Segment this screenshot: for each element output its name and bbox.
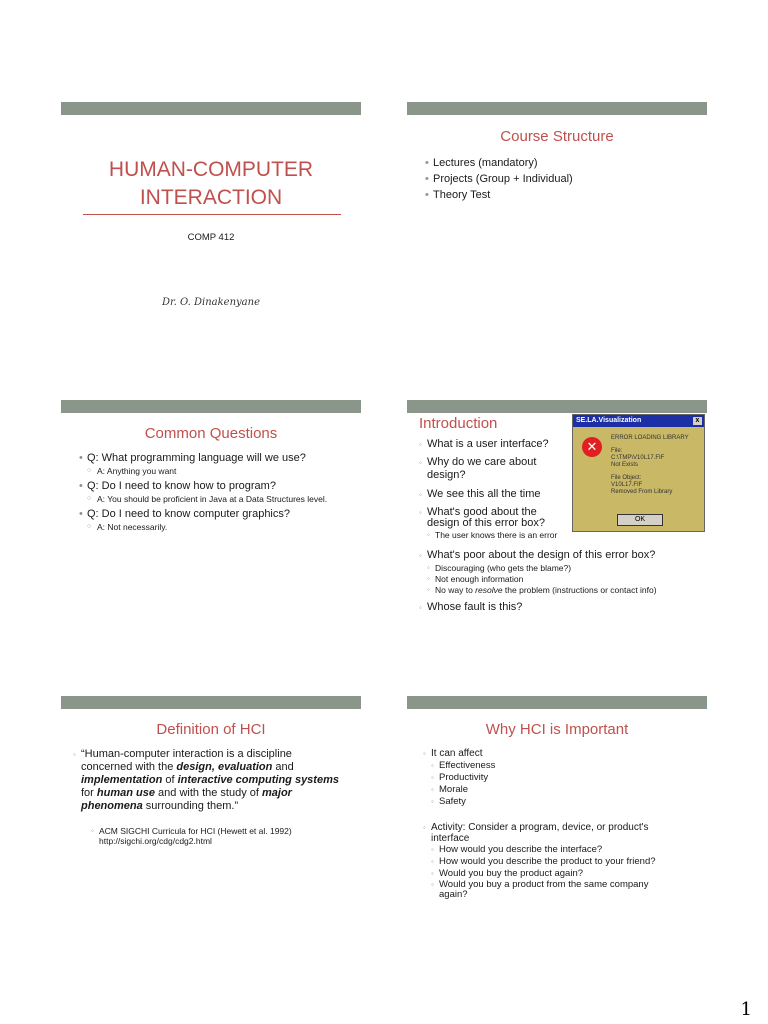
text-fragment: and with the study of	[154, 787, 262, 799]
bullet-item: ◦ Activity: Consider a program, device, or product's interface	[423, 822, 673, 844]
slide-title	[61, 102, 361, 362]
bullet-item: ◦ We see this all the time	[419, 488, 571, 501]
slide-header-bar	[407, 696, 707, 709]
bullet-item: • Theory Test	[425, 189, 695, 202]
sub-bullet-item: ◦ How would you describe the product to your friend?	[423, 856, 693, 868]
bullet-item: ◦ Why do we care about design?	[419, 456, 571, 482]
sub-bullet-item: ◦ Discouraging (who gets the blame?)	[419, 563, 707, 573]
bullet-item: ◦ What is a user interface?	[419, 438, 571, 451]
close-icon: x	[693, 417, 702, 425]
sub-bullet-item: ◦ Safety	[423, 796, 693, 808]
text-fragment: “Human-computer interaction is a discipline concerned with the	[81, 748, 292, 773]
question-list	[79, 452, 349, 533]
slide-header-bar	[61, 696, 361, 709]
bullet-item: • Lectures (mandatory)	[425, 157, 695, 170]
slide-why-hci	[407, 696, 707, 956]
emphasis-text: interactive computing systems	[177, 774, 339, 786]
sub-bullet-item: ◦ Not enough information	[419, 574, 707, 584]
bullet-item: ◦ It can affect	[423, 748, 693, 760]
question-item: • Q: Do I need to know computer graphics?	[79, 508, 349, 521]
citation-text: ACM SIGCHI Curricula for HCI (Hewett et al. 1992)	[99, 826, 292, 836]
dialog-line: File:	[611, 448, 623, 454]
bullet-list	[425, 157, 695, 205]
slide-header-bar	[61, 400, 361, 413]
intro-list-top	[419, 438, 571, 541]
question-item: • Q: Do I need to know how to program?	[79, 480, 349, 493]
dialog-line: File Object:	[611, 475, 642, 481]
emphasis-text: design, evaluation	[176, 761, 273, 773]
slide-common-questions	[61, 400, 361, 660]
emphasis-text: resolve	[475, 585, 503, 595]
text-fragment: surrounding them.”	[142, 800, 239, 812]
dialog-line: ERROR LOADING LIBRARY	[611, 435, 689, 441]
emphasis-text: major phenomena	[81, 787, 292, 812]
dialog-message	[611, 435, 689, 496]
sub-bullet-item: ◦ The user knows there is an error	[419, 530, 571, 540]
dialog-titlebar	[573, 415, 704, 427]
text-fragment: the problem (instructions or contact info)	[502, 585, 657, 595]
text-fragment: No way to	[435, 585, 476, 595]
dialog-line: C:\TMP\V10L17.FIF	[611, 455, 665, 461]
title-line-2: INTERACTION	[139, 186, 283, 209]
page-number: 1	[740, 999, 752, 1020]
bullet-item: ◦ What's poor about the design of this error box?	[419, 549, 707, 562]
slide-title: Course Structure	[500, 128, 614, 145]
ok-button: OK	[617, 514, 663, 526]
sub-bullet-item: ◦ Productivity	[423, 772, 693, 784]
sub-bullet-item	[419, 585, 707, 595]
bullet-marker: ◦	[91, 826, 94, 835]
answer-item: ○ A: You should be proficient in Java at a Data Structures level.	[79, 494, 349, 504]
bullet-item: ◦ What's good about the design of this error box?	[419, 507, 571, 529]
slide-title: Common Questions	[144, 425, 278, 442]
slide-header-bar	[407, 102, 707, 115]
slide-title: Why HCI is Important	[485, 721, 629, 738]
error-icon: ✕	[582, 437, 602, 457]
emphasis-text: implementation	[81, 774, 163, 786]
slide-course-structure	[407, 102, 707, 362]
text-fragment: and	[272, 761, 294, 773]
text-fragment: for	[81, 787, 97, 799]
question-item: • Q: What programming language will we use?	[79, 452, 349, 465]
slide-definition	[61, 696, 361, 956]
bullet-item: ◦ Whose fault is this?	[419, 601, 707, 614]
title-divider	[83, 214, 341, 215]
lecture-title	[61, 156, 361, 212]
intro-list-bottom	[419, 549, 707, 617]
slide-introduction	[407, 400, 707, 660]
title-line-1: HUMAN-COMPUTER	[108, 158, 314, 181]
answer-item: ○ A: Anything you want	[79, 466, 349, 476]
sub-bullet-item: ◦ Would you buy the product again?	[423, 868, 693, 880]
course-code: COMP 412	[187, 232, 235, 243]
bullet-item: • Projects (Group + Individual)	[425, 173, 695, 186]
importance-list	[423, 748, 693, 900]
dialog-title: SE.LA.Visualization	[576, 417, 642, 424]
slide-title: Definition of HCI	[156, 721, 266, 738]
emphasis-text: human use	[96, 787, 155, 799]
dialog-line: V10L17.FIF	[611, 482, 643, 488]
hci-definition-quote	[73, 748, 343, 813]
answer-item: ○ A: Not necessarily.	[79, 522, 349, 532]
citation-url: http://sigchi.org/cdg/cdg2.html	[99, 836, 212, 846]
sub-bullet-item: ◦ How would you describe the interface?	[423, 844, 693, 856]
sub-bullet-item: ◦ Would you buy a product from the same company again?	[423, 880, 663, 900]
sub-bullet-item: ◦ Effectiveness	[423, 760, 693, 772]
dialog-line: Removed From Library	[611, 489, 673, 495]
text-fragment: of	[162, 774, 178, 786]
slide-title: Introduction	[419, 415, 498, 432]
slide-header-bar	[61, 102, 361, 115]
bullet-marker: ◦	[73, 750, 76, 759]
dialog-line: Not Exists	[611, 462, 639, 468]
error-dialog-screenshot	[572, 414, 705, 532]
citation	[91, 826, 351, 846]
author-name: Dr. O. Dinakenyane	[161, 297, 261, 308]
sub-bullet-item: ◦ Morale	[423, 784, 693, 796]
slide-header-bar	[407, 400, 707, 413]
